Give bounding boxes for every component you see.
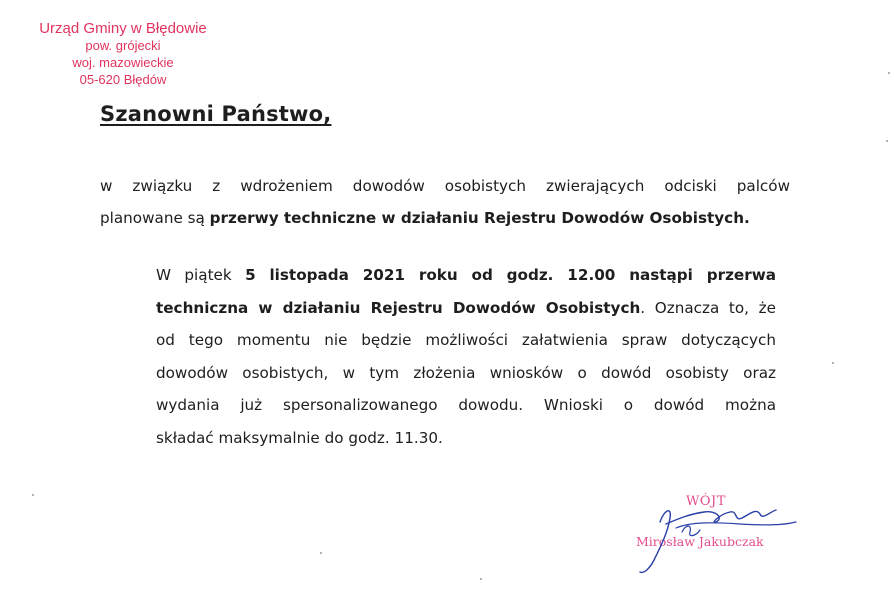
stamp-county: pow. grójecki <box>85 38 161 53</box>
notice-line-5: wydania już spersonalizowanego dowodu. Wnioski o dowód można <box>156 396 776 414</box>
stamp-office-name: Urząd Gminy w Błędowie <box>39 20 207 37</box>
stamp-voivodeship: woj. mazowieckie <box>72 55 174 70</box>
notice-line-6: składać maksymalnie do godz. 11.30. <box>156 428 443 447</box>
notice-line-3: od tego momentu nie będzie możliwości załatwienia spraw dotyczących <box>156 331 776 349</box>
notice-line-1-plain: W piątek <box>156 266 246 284</box>
intro-paragraph <box>100 170 790 234</box>
scan-speck <box>32 494 34 496</box>
scan-speck <box>886 140 888 142</box>
notice-line-1 <box>156 259 776 292</box>
office-stamp <box>18 20 228 88</box>
notice-line-2 <box>156 292 776 325</box>
scan-speck <box>320 552 322 554</box>
notice-line-2-bold: techniczna w działaniu Rejestru Dowodów Osobistych <box>156 298 641 317</box>
notice-line-4: dowodów osobistych, w tym złożenia wniosków o dowód osobisty oraz <box>156 363 776 382</box>
signature-name: Mirosław Jakubczak <box>636 534 764 549</box>
notice-line-2-plain: . Oznacza to, że <box>640 298 776 317</box>
signature-title: WÓJT <box>686 494 726 509</box>
notice-line-1-bold: 5 listopada 2021 roku od godz. 12.00 nastąpi przerwa <box>245 266 776 284</box>
scan-speck <box>888 72 890 74</box>
intro-line-2 <box>100 202 790 234</box>
intro-line-2-plain: planowane są <box>100 209 210 227</box>
signature-block <box>620 488 820 578</box>
notice-paragraph <box>156 259 776 454</box>
scan-speck <box>480 578 482 580</box>
handwritten-signature-icon <box>620 488 820 578</box>
scan-speck <box>832 362 834 364</box>
salutation-heading: Szanowni Państwo, <box>100 102 332 126</box>
intro-line-1: w związku z wdrożeniem dowodów osobistych zwierających odciski palców <box>100 177 790 195</box>
stamp-postal-address: 05-620 Błędów <box>79 72 167 87</box>
intro-line-2-bold: przerwy techniczne w działaniu Rejestru Dowodów Osobistych. <box>209 209 750 227</box>
